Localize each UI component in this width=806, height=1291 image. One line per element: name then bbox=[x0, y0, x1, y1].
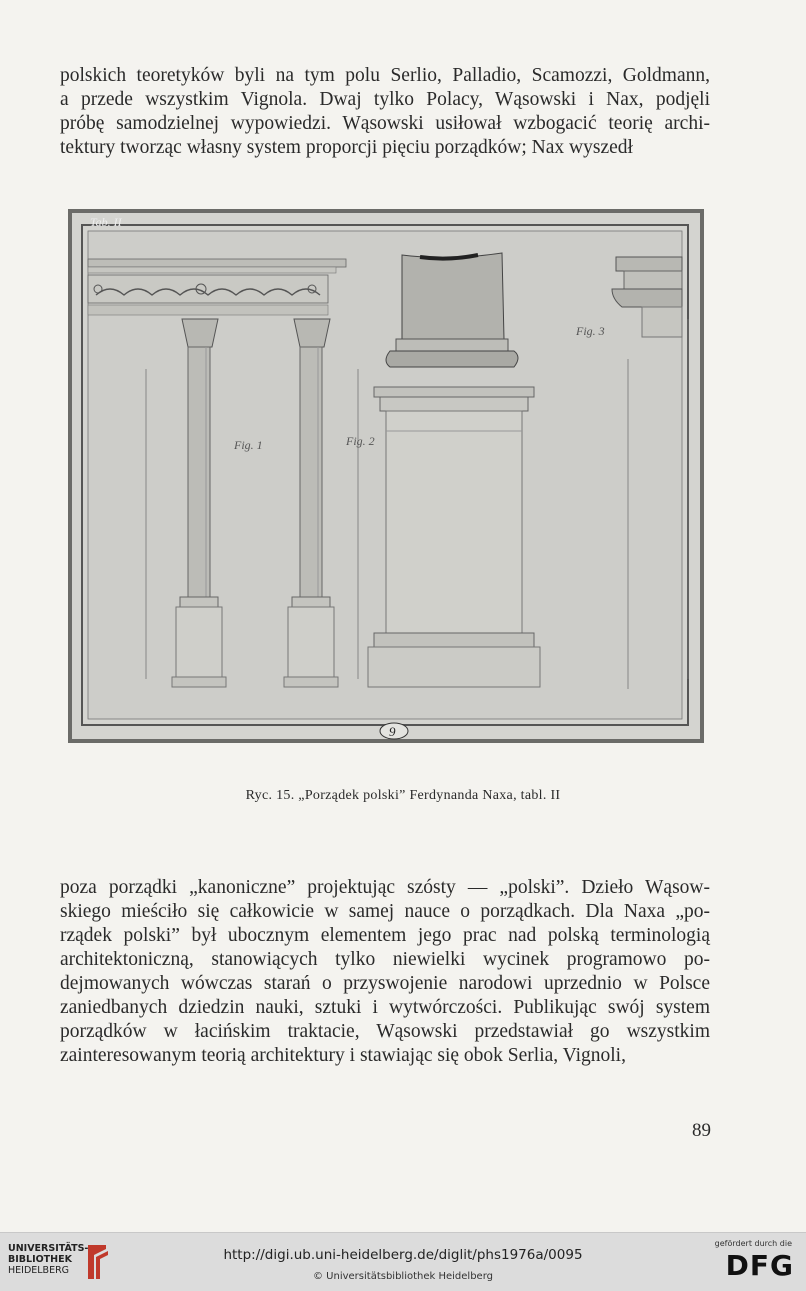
text-line: poza porządki „kanoniczne” projektując szósty — „polski”. Dzieło Wąsow- bbox=[60, 877, 710, 898]
text-line: a przede wszystkim Vignola. Dwaj tylko Polacy, Wąsowski i Nax, podjęli bbox=[60, 89, 710, 110]
architectural-plate-figure bbox=[68, 209, 704, 743]
paragraph-bottom bbox=[60, 876, 710, 1068]
text-line: zaniedbanych dziedzin nauki, sztuki i wytwórczości. Publikując swój system bbox=[60, 997, 710, 1018]
fig-label: Fig. 2 bbox=[346, 434, 375, 448]
figure-caption: Ryc. 15. „Porządek polski” Ferdynanda Naxa, tabl. II bbox=[245, 788, 561, 803]
text-line: próbę samodzielnej wypowiedzi. Wąsowski usiłował wzbogacić teorię archi- bbox=[60, 113, 710, 134]
library-name-line: BIBLIOTHEK bbox=[8, 1254, 72, 1265]
permalink-url[interactable]: http://digi.ub.uni-heidelberg.de/diglit/phs1976a/0095 bbox=[223, 1247, 583, 1263]
plate-label: Tab. II bbox=[90, 215, 122, 229]
funding-note: gefördert durch die bbox=[714, 1239, 792, 1248]
library-name-line: UNIVERSITÄTS- bbox=[8, 1243, 89, 1254]
text-line: architektoniczną, stanowiących tylko niewielki wycinek programowo po- bbox=[60, 949, 710, 970]
text-line: skiego mieściło się całkowicie w samej nauce o porządkach. Dla Naxa „po- bbox=[60, 901, 710, 922]
dfg-logo[interactable]: DFG bbox=[725, 1249, 794, 1282]
fig-label: Fig. 1 bbox=[234, 438, 263, 452]
text-line: polskich teoretyków byli na tym polu Serlio, Palladio, Scamozzi, Goldmann, bbox=[60, 65, 710, 86]
text-line: porządków w łacińskim traktacie, Wąsowski przedstawiał go wszystkim bbox=[60, 1021, 710, 1042]
library-name-line: HEIDELBERG bbox=[8, 1265, 70, 1276]
text-line: zainteresowanym teorią architektury i stawiając się obok Serlia, Vignoli, bbox=[60, 1045, 626, 1066]
copyright-note: © Universitätsbibliothek Heidelberg bbox=[312, 1271, 493, 1282]
text-line: dejmowanych wówczas starań o przyswojenie narodowi uprzednio w Polsce bbox=[60, 973, 710, 994]
text-line: tektury tworząc własny system proporcji pięciu porządków; Nax wyszedł bbox=[60, 137, 633, 158]
fig-label: Fig. 3 bbox=[576, 324, 605, 338]
page-number: 89 bbox=[692, 1120, 711, 1141]
text-line: rządek polski” był ubocznym elementem jego prac nad polską terminologią bbox=[60, 925, 710, 946]
plate-illustration bbox=[68, 209, 704, 743]
paragraph-top bbox=[60, 64, 710, 160]
viewer-footer bbox=[0, 1232, 806, 1291]
plate-number: 9 bbox=[389, 724, 396, 739]
